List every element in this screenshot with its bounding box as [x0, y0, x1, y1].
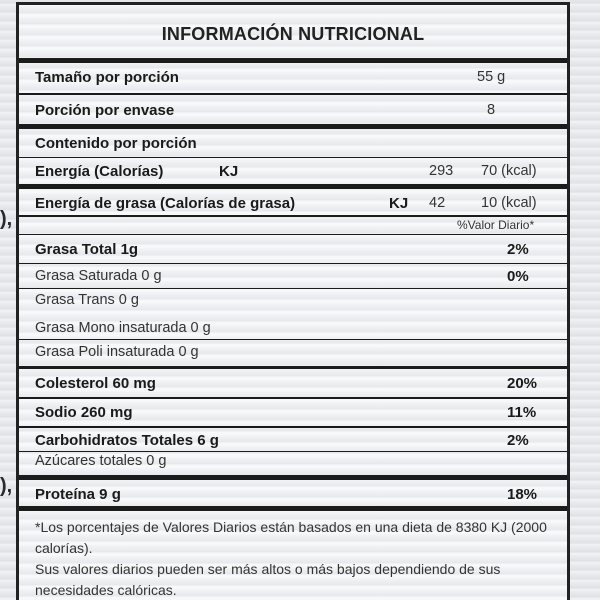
serving-size-label: Tamaño por porción [35, 68, 179, 86]
rule-cholesterol [19, 397, 567, 399]
fat-energy-unit: KJ [389, 194, 409, 212]
side-mark-bottom: ), [0, 475, 13, 497]
trans-fat-label: Grasa Trans 0 g [35, 292, 139, 308]
cholesterol-pct: 20% [507, 374, 538, 392]
side-mark-top: ), [0, 208, 13, 230]
mono-fat-row [19, 317, 567, 339]
carbs-row [19, 428, 567, 452]
servings-per-container-row [19, 98, 567, 122]
footnote-line-2: Sus valores diarios pueden ser más altos o más bajos dependiendo de sus necesidades calóricas. [35, 561, 501, 598]
sugars-row [19, 451, 567, 471]
fat-energy-kj: 42 [429, 195, 446, 211]
poly-fat-label: Grasa Poli insaturada 0 g [35, 344, 199, 360]
energy-kcal: 70 (kcal) [481, 163, 537, 179]
rule-contents [19, 157, 567, 158]
cholesterol-row [19, 371, 567, 395]
dv-header: %Valor Diario* [457, 218, 535, 232]
energy-kj: 293 [429, 163, 454, 179]
carbs-label: Carbohidratos Totales 6 g [35, 431, 219, 449]
total-fat-label: Grasa Total 1g [35, 240, 139, 258]
rule-energy [19, 184, 567, 189]
sat-fat-pct: 0% [507, 267, 529, 285]
sodium-pct: 11% [507, 403, 537, 421]
rule-sugars [19, 475, 567, 480]
protein-label: Proteína 9 g [35, 485, 121, 503]
sat-fat-row [19, 264, 567, 288]
rule-servings [19, 124, 567, 129]
poly-fat-row [19, 341, 567, 363]
footnote-line-1: *Los porcentajes de Valores Diarios están basados en una dieta de 8380 KJ (2000 calorías). [35, 519, 547, 556]
total-fat-row [19, 237, 567, 261]
footnote [35, 517, 557, 600]
total-fat-pct: 2% [507, 240, 529, 258]
panel-title: INFORMACIÓN NUTRICIONAL [161, 23, 425, 44]
rule-dv [19, 234, 567, 235]
dv-header-row [19, 217, 567, 233]
serving-size-value: 55 g [477, 69, 506, 85]
rule-mono-fat [19, 339, 567, 340]
protein-pct: 18% [507, 485, 538, 503]
cholesterol-label: Colesterol 60 mg [35, 374, 156, 392]
trans-fat-row [19, 289, 567, 311]
sodium-row [19, 400, 567, 424]
sat-fat-label: Grasa Saturada 0 g [35, 268, 162, 284]
contents-header-row [19, 131, 567, 155]
fat-energy-row [19, 191, 567, 215]
fat-energy-label: Energía de grasa (Calorías de grasa) [35, 194, 296, 212]
energy-row [19, 159, 567, 183]
fat-energy-kcal: 10 (kcal) [481, 195, 537, 211]
protein-row [19, 482, 567, 506]
rule-protein [19, 506, 567, 511]
contents-header: Contenido por porción [35, 134, 197, 152]
serving-size-row [19, 65, 567, 89]
sugars-label: Azúcares totales 0 g [35, 453, 167, 469]
rule-poly-fat [19, 366, 567, 369]
mono-fat-label: Grasa Mono insaturada 0 g [35, 320, 211, 336]
rule-serving [19, 93, 567, 95]
servings-per-container-label: Porción por envase [35, 101, 175, 119]
servings-per-container-value: 8 [487, 102, 496, 118]
nutrition-facts-panel [16, 2, 570, 600]
energy-unit: KJ [219, 162, 239, 180]
energy-label: Energía (Calorías) [35, 162, 164, 180]
carbs-pct: 2% [507, 431, 529, 449]
sodium-label: Sodio 260 mg [35, 403, 133, 421]
rule-title [19, 58, 567, 63]
